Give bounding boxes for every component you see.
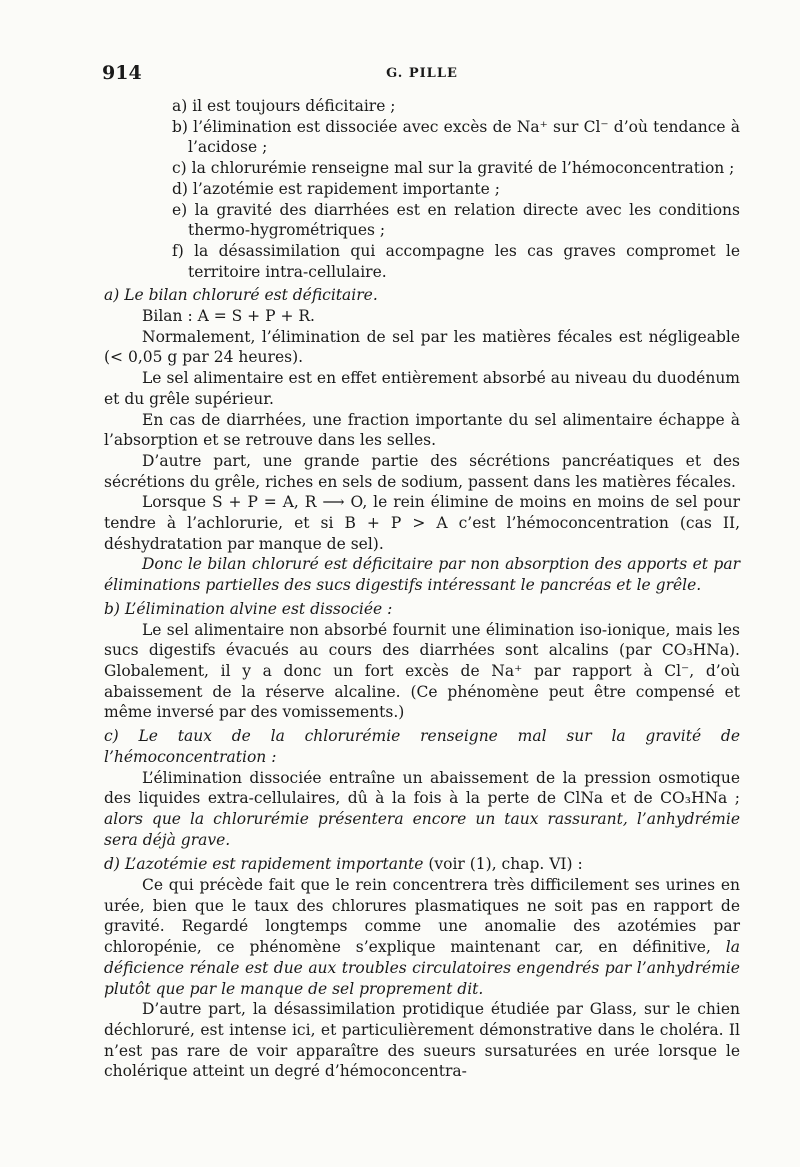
paragraph-part: Ce qui précède fait que le rein concentrera très difficilement ses urines en urée, bien que le taux des chlorures plasmatiques ne soit pas en rapport de gravité. Regardé longtemps comme une anomalie des azotémies par chloropénie, ce phénomène s’explique maintenant car, en définitive, <box>104 876 740 957</box>
summary-list <box>104 96 740 282</box>
paragraph: Normalement, l’élimination de sel par les matières fécales est négligeable (< 0,05 g par 24 heures). <box>104 327 740 367</box>
paragraph <box>104 875 740 999</box>
paragraph <box>104 768 740 851</box>
page-number: 914 <box>102 62 142 84</box>
list-item: b) l’élimination est dissociée avec excès de Na⁺ sur Cl⁻ d’où tendance à l’acidose ; <box>172 117 740 157</box>
paragraph-part: L’élimination dissociée entraîne un abaissement de la pression osmotique des liquides extra-cellulaires, dû à la fois à la perte de ClNa et de CO₃HNa ; <box>104 768 740 808</box>
paragraph: Le sel alimentaire non absorbé fournit une élimination iso-ionique, mais les sucs digestifs évacués au cours des diarrhées sont alcalins (par CO₃HNa). Globalement, il y a donc un fort excès de Na⁺ par rapport à Cl⁻, d’où abaissement de la réserve alcaline. (Ce phénomène peut être compensé et même inversé par des vomissements.) <box>104 620 740 722</box>
section-a-heading: a) Le bilan chloruré est déficitaire. <box>104 286 378 305</box>
bilan-formula: Bilan : A = S + P + R. <box>142 307 315 326</box>
paragraph: D’autre part, la désassimilation protidique étudiée par Glass, sur le chien déchloruré, est intense ici, et particulièrement démonstrative dans le choléra. Il n’est pas rare de voir apparaître des sueurs sursaturées en urée lorsque le cholérique atteint un degré d’hémoconcentra- <box>104 1000 740 1081</box>
paragraph-conclusion: Donc le bilan chloruré est déficitaire par non absorption des apports et par éliminations partielles des sucs digestifs intéressant le pancréas et le grêle. <box>104 555 740 595</box>
section-b-heading: b) L’élimination alvine est dissociée : <box>104 599 393 618</box>
section-d-heading-ref: (voir (1), chap. VI) : <box>423 855 583 874</box>
list-item: c) la chlorurémie renseigne mal sur la gravité de l’hémoconcentration ; <box>172 159 735 178</box>
paragraph: Lorsque S + P = A, R ⟶ O, le rein élimine de moins en moins de sel pour tendre à l’achlorurie, et si B + P > A c’est l’hémoconcentration (cas II, déshydratation par manque de sel). <box>104 493 740 553</box>
paragraph: D’autre part, une grande partie des sécrétions pancréatiques et des sécrétions du grêle, riches en sels de sodium, passent dans les matières fécales. <box>104 451 740 491</box>
page-header <box>102 62 742 86</box>
paragraph: En cas de diarrhées, une fraction importante du sel alimentaire échappe à l’absorption et se retrouve dans les selles. <box>104 410 740 450</box>
section-d-heading-italic: d) L’azotémie est rapidement importante <box>104 855 424 874</box>
body-text <box>104 96 740 1082</box>
paragraph: Le sel alimentaire est en effet entièrement absorbé au niveau du duodénum et du grêle supérieur. <box>104 369 740 408</box>
list-item: e) la gravité des diarrhées est en relation directe avec les conditions thermo-hygrométriques ; <box>172 200 740 240</box>
section-d-heading <box>104 854 740 875</box>
section-c-heading: c) Le taux de la chlorurémie renseigne mal sur la gravité de l’hémoconcentration : <box>104 727 740 766</box>
paragraph-part-italic: alors que la chlorurémie présentera encore un taux rassurant, l’anhydrémie sera déjà grave. <box>104 809 740 849</box>
list-item: f) la désassimilation qui accompagne les cas graves compromet le territoire intra-cellulaire. <box>172 241 740 281</box>
list-item: a) il est toujours déficitaire ; <box>172 97 396 115</box>
paragraph-part-italic: la déficience rénale est due aux troubles circulatoires engendrés par l’anhydrémie plutôt que par le manque de sel proprement dit. <box>104 938 740 998</box>
list-item: d) l’azotémie est rapidement importante ; <box>172 179 500 198</box>
running-head: G. PILLE <box>386 66 458 81</box>
